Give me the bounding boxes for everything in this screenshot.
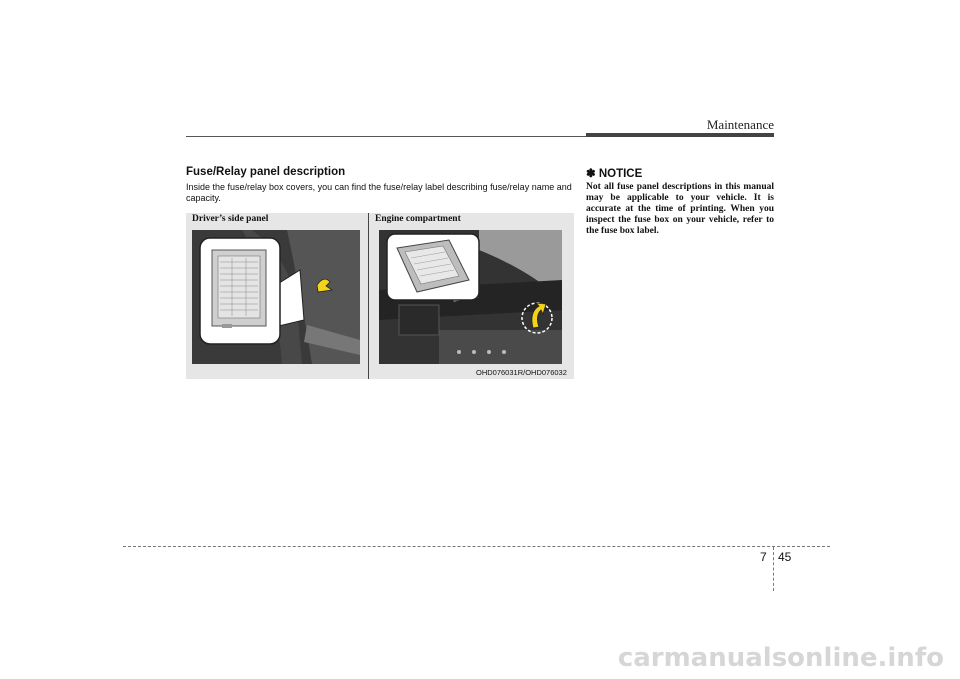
page-number: 45	[778, 550, 792, 564]
watermark: carmanualsonline.info	[617, 643, 944, 673]
driver-side-panel-photo	[192, 230, 360, 364]
header-rule-accent	[586, 133, 774, 137]
intro-paragraph: Inside the fuse/relay box covers, you can find the fuse/relay label describing fuse/relay name and capacity.	[186, 182, 572, 203]
notice-body: Not all fuse panel descriptions in this manual may be applicable to your vehicle. It is accurate at the time of printing. When you inspect the fuse box on your vehicle, refer to the fuse box label.	[586, 182, 774, 236]
footer-rule	[123, 546, 830, 547]
page-heading: Fuse/Relay panel description	[186, 166, 346, 178]
chapter-number: 7	[760, 550, 767, 564]
driver-side-panel-caption: Driver’s side panel	[192, 214, 269, 224]
engine-compartment-photo	[379, 230, 562, 364]
engine-compartment-caption: Engine compartment	[375, 214, 461, 224]
figure-code: OHD076031R/OHD076032	[476, 368, 567, 377]
notice-title: ✽ NOTICE	[586, 168, 643, 180]
footer-divider	[773, 547, 774, 591]
header-rule	[186, 136, 586, 137]
section-title: Maintenance	[706, 117, 774, 132]
figure-divider	[368, 213, 369, 379]
